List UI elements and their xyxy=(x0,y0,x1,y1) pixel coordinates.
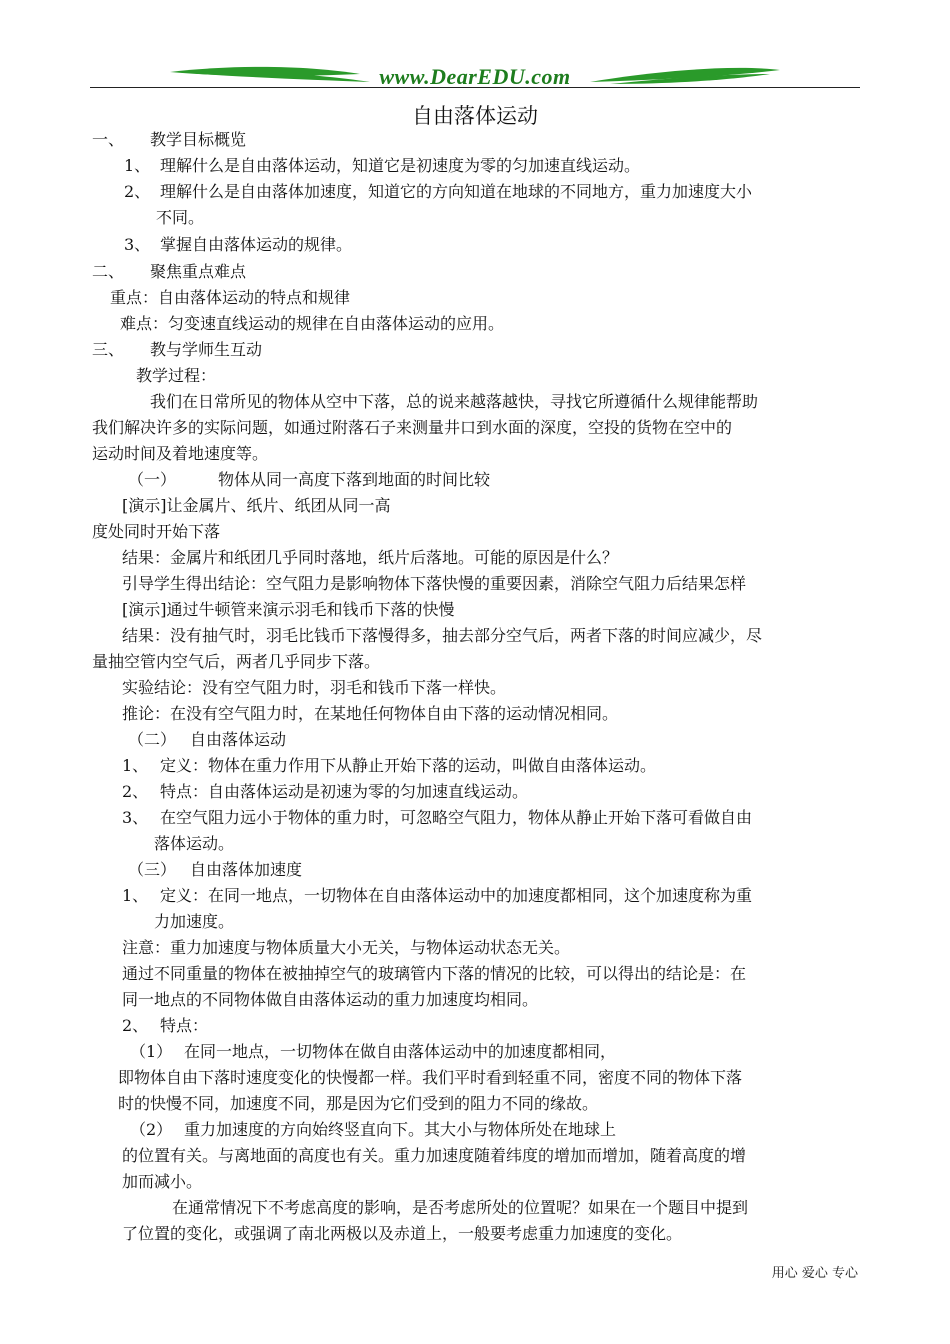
list-item-continuation: 落体运动。 xyxy=(154,834,235,853)
comparison-line: 通过不同重量的物体在被抽掉空气的玻璃管内下落的情况的比较，可以得出的结论是：在 xyxy=(122,964,747,983)
conclusion-line: 实验结论：没有空气阻力时，羽毛和钱币下落一样快。 xyxy=(122,678,507,697)
inference-line: 推论：在没有空气阻力时，在某地任何物体自由下落的运动情况相同。 xyxy=(122,704,619,723)
process-label: 教学过程： xyxy=(136,366,217,385)
page-footer: 用心 爱心 专心 xyxy=(771,1266,858,1281)
site-logo[interactable]: www.DearEDU.com xyxy=(379,64,571,89)
list-item: 1、 定义：物体在重力作用下从静止开始下落的运动，叫做自由落体运动。 xyxy=(122,756,657,775)
paragraph-line: 加而减小。 xyxy=(122,1172,203,1191)
result-line: 结果：金属片和纸团几乎同时落地，纸片后落地。可能的原因是什么？ xyxy=(122,548,619,567)
definition-continuation: 力加速度。 xyxy=(154,912,235,931)
paragraph-line: 即物体自由下落时速度变化的快慢都一样。我们平时看到轻重不同，密度不同的物体下落 xyxy=(118,1068,743,1087)
difficulty-point: 难点：匀变速直线运动的规律在自由落体运动的应用。 xyxy=(120,314,505,333)
paragraph-line: 的位置有关。与离地面的高度也有关。重力加速度随着纬度的增加而增加，随着高度的增 xyxy=(122,1146,747,1165)
comparison-line: 同一地点的不同物体做自由落体运动的重力加速度均相同。 xyxy=(122,990,539,1009)
list-item: 2、 特点：自由落体运动是初速为零的匀加速直线运动。 xyxy=(122,782,529,801)
document-title: 自由落体运动 xyxy=(412,104,538,128)
result-line: 结果：没有抽气时，羽毛比钱币下落慢得多，抽去部分空气后，两者下落的时间应减少，尽 xyxy=(122,626,763,645)
section-2-heading: 二、 聚焦重点难点 xyxy=(92,262,247,281)
list-item: 3、 在空气阻力远小于物体的重力时，可忽略空气阻力，物体从静止开始下落可看做自由 xyxy=(122,808,753,827)
guide-line: 引导学生得出结论：空气阻力是影响物体下落快慢的重要因素，消除空气阻力后结果怎样 xyxy=(122,574,747,593)
features-label: 2、 特点： xyxy=(122,1016,209,1035)
list-item: 1、 理解什么是自由落体运动，知道它是初速度为零的匀加速直线运动。 xyxy=(124,156,641,175)
part-2-heading: （二） 自由落体运动 xyxy=(128,730,287,749)
result-line: 量抽空管内空气后，两者几乎同步下落。 xyxy=(92,652,381,671)
feature-1: （1） 在同一地点，一切物体在做自由落体运动中的加速度都相同， xyxy=(130,1042,617,1061)
part-1-heading: （一） 物体从同一高度下落到地面的时间比较 xyxy=(128,470,491,489)
list-item-continuation: 不同。 xyxy=(156,208,205,227)
paragraph-line: 运动时间及着地速度等。 xyxy=(92,444,269,463)
key-point: 重点：自由落体运动的特点和规律 xyxy=(110,288,351,307)
section-1-heading: 一、 教学目标概览 xyxy=(92,130,247,149)
definition-line: 1、 定义：在同一地点，一切物体在自由落体运动中的加速度都相同，这个加速度称为重 xyxy=(122,886,753,905)
demo-line: [演示]让金属片、纸片、纸团从同一高 xyxy=(122,496,391,515)
paragraph-line: 时的快慢不同，加速度不同，那是因为它们受到的阻力不同的缘故。 xyxy=(118,1094,599,1113)
demo-line: [演示]通过牛顿管来演示羽毛和钱币下落的快慢 xyxy=(122,600,455,619)
paragraph-line: 了位置的变化，或强调了南北两极以及赤道上，一般要考虑重力加速度的变化。 xyxy=(122,1224,683,1243)
paragraph-line: 我们在日常所见的物体从空中下落，总的说来越落越快，寻找它所遵循什么规律能帮助 xyxy=(150,392,759,411)
section-3-heading: 三、 教与学师生互动 xyxy=(92,340,263,359)
note-line: 注意：重力加速度与物体质量大小无关，与物体运动状态无关。 xyxy=(122,938,571,957)
paragraph-line: 在通常情况下不考虑高度的影响，是否考虑所处的位置呢？如果在一个题目中提到 xyxy=(172,1198,749,1217)
list-item: 3、 掌握自由落体运动的规律。 xyxy=(124,235,353,254)
part-3-heading: （三） 自由落体加速度 xyxy=(128,860,303,879)
demo-line: 度处同时开始下落 xyxy=(92,522,221,541)
header-rule xyxy=(90,87,860,88)
list-item: 2、 理解什么是自由落体加速度，知道它的方向知道在地球的不同地方，重力加速度大小 xyxy=(124,182,753,201)
paragraph-line: 我们解决许多的实际问题，如通过附落石子来测量井口到水面的深度，空投的货物在空中的 xyxy=(92,418,733,437)
feature-2: （2） 重力加速度的方向始终竖直向下。其大小与物体所处在地球上 xyxy=(130,1120,617,1139)
